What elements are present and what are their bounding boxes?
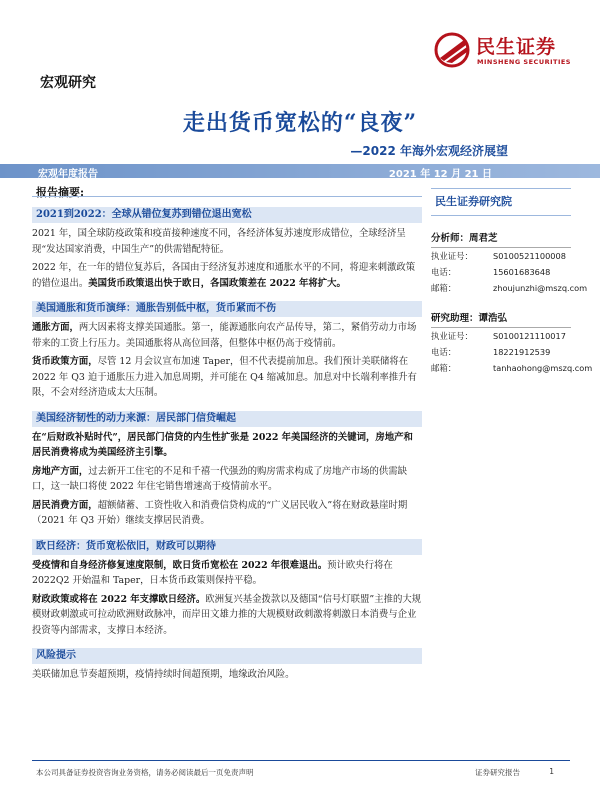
footer-divider xyxy=(32,760,570,761)
paragraph-text: 两大因素将支撑美国通胀。第一，能源通胀向农产品传导，第二，紧俏劳动力市场带来的工资上行压力。美国通胀将从高位回落，但整体中枢仍高于疫情前。 xyxy=(32,322,417,349)
paragraph-text: 过去新开工住宅的不足和千禧一代强劲的购房需求构成了房地产市场的供需缺口，这一缺口将使 2022 年住宅销售增速高于疫情前水平。 xyxy=(32,465,408,492)
section-paragraph xyxy=(32,260,422,291)
paragraph-text: 2021 年，国全球防疫政策和疫苗接种速度不同，各经济体复苏速度形成错位，全球经济呈现“发达国家消费，中国生产”的供需错配特征。 xyxy=(32,228,406,255)
section-paragraph xyxy=(32,558,422,589)
report-category: 宏观研究 xyxy=(40,75,96,91)
report-subtitle: —2022 年海外宏观经济展望 xyxy=(350,144,508,158)
analyst-phone-row xyxy=(431,264,571,280)
analyst-cert-value: S0100121110017 xyxy=(493,331,566,341)
section-paragraph xyxy=(32,320,422,351)
paragraph-bold-tail: 美国货币政策退出快于欧日，各国政策差在 2022 年将扩大。 xyxy=(88,277,346,289)
footer-disclaimer: 本公司具备证券投资咨询业务资格，请务必阅读最后一页免责声明 xyxy=(36,768,254,777)
section-paragraph xyxy=(32,430,422,461)
analyst-cert-row xyxy=(431,328,571,344)
report-info-band xyxy=(0,164,600,178)
analyst-cert-row xyxy=(431,248,571,264)
analyst-card xyxy=(431,230,588,296)
footer-label: 证券研究报告 xyxy=(475,768,520,777)
page-number: 1 xyxy=(549,767,554,776)
analyst-phone-row xyxy=(431,344,571,360)
analyst-phone-label: 电话： xyxy=(431,267,457,277)
paragraph-text: 欧洲复兴基金拨款以及德国“信号灯联盟”主推的大规模财政刺激或可拉动欧洲财政脉冲，而岸田文雄力推的大规模财政刺激将刺激日本消费与企业投资等内部需求，支撑日本经济。 xyxy=(32,593,422,636)
research-institute: 民生证券研究院 xyxy=(431,188,571,216)
section-paragraph xyxy=(32,464,422,495)
paragraph-bold-lead: 在“后财政补贴时代”，居民部门信贷的内生性扩张是 2022 年美国经济的关键词，房地产和居民消费将成为美国经济主引擎。 xyxy=(32,431,413,458)
report-type: 宏观年度报告 xyxy=(38,169,98,180)
section-paragraph xyxy=(32,592,422,639)
paragraph-bold-lead: 受疫情和自身经济修复速度限制，欧日货币宽松在 2022 年很难退出。 xyxy=(32,559,328,571)
analyst-email-label: 邮箱： xyxy=(431,363,457,373)
section-paragraph xyxy=(32,667,422,683)
section-heading: 美国经济韧性的动力来源：居民部门信贷崛起 xyxy=(32,411,422,427)
section-heading: 2021到2022：全球从错位复苏到错位退出宽松 xyxy=(32,207,422,223)
analyst-email-value[interactable]: tanhaohong@mszq.com xyxy=(493,363,593,373)
paragraph-text: 美联储加息节奏超预期，疫情持续时间超预期，地缘政治风险。 xyxy=(32,669,295,680)
analyst-phone-value: 18221912539 xyxy=(493,347,551,357)
logo-en-text: MINSHENG SECURITIES xyxy=(477,58,571,66)
analyst-name: 研究助理：谭浩弘 xyxy=(431,310,571,328)
paragraph-bold-lead: 房地产方面， xyxy=(32,465,89,477)
paragraph-text: 超额储蓄、工资性收入和消费信贷构成的“广义居民收入”将在财政悬崖时期（2021 年 Q3 开始）继续支撑居民消费。 xyxy=(32,499,408,526)
minsheng-logo-icon xyxy=(434,32,472,68)
section-paragraph xyxy=(32,226,422,257)
paragraph-bold-lead: 居民消费方面， xyxy=(32,499,98,511)
section-paragraph xyxy=(32,498,422,529)
paragraph-bold-lead: 货币政策方面， xyxy=(32,356,98,367)
analyst-cert-value: S0100521100008 xyxy=(493,251,566,261)
section-heading: 欧日经济：货币宽松依旧，财政可以期待 xyxy=(32,539,422,555)
paragraph-bold-lead: 财政政策或将在 2022 年支撑欧日经济。 xyxy=(32,593,206,605)
sidebar xyxy=(431,188,593,376)
analyst-phone-value: 15601683648 xyxy=(493,267,551,277)
analyst-card xyxy=(431,310,593,376)
report-title: 走出货币宽松的“良夜” xyxy=(182,110,418,136)
analyst-phone-label: 电话： xyxy=(431,347,457,357)
analyst-cert-label: 执业证号： xyxy=(431,331,473,341)
analyst-email-value[interactable]: zhoujunzhi@mszq.com xyxy=(493,283,588,293)
section-heading: 风险提示 xyxy=(32,648,422,664)
paragraph-bold-lead: 通胀方面， xyxy=(32,322,79,333)
analyst-email-row xyxy=(431,360,593,376)
minsheng-logo xyxy=(434,30,584,70)
section-paragraph xyxy=(32,354,422,401)
paragraph-text: 2022 年，在一年的错位复苏后，各国由于经济复苏速度和通胀水平的不同，将迎来刺激政策的错位退出。 xyxy=(32,262,416,289)
analyst-cert-label: 执业证号： xyxy=(431,251,473,261)
analyst-email-label: 邮箱： xyxy=(431,283,457,293)
summary-body xyxy=(32,196,422,746)
summary-label: 报告摘要: xyxy=(36,186,85,199)
logo-cn-text: 民生证券 xyxy=(476,36,557,58)
paragraph-text: 预计欧央行将在 2022Q2 开始温和 Taper，日本货币政策则保持平稳。 xyxy=(32,559,393,586)
paragraph-text: 尽管 12 月会议宣布加速 Taper，但不代表提前加息。我们预计美联储将在 2022 年 Q3 迫于通胀压力进入加息周期，并可能在 Q4 缩减加息。加息对中长端利率推升有限，不会对经济造成太大压制。 xyxy=(32,356,417,398)
analyst-name: 分析师：周君芝 xyxy=(431,230,571,248)
analyst-email-row xyxy=(431,280,588,296)
section-heading: 美国通胀和货币演绎：通胀告别低中枢，货币紧而不伤 xyxy=(32,301,422,317)
report-date: 2021 年 12 月 21 日 xyxy=(388,169,492,180)
